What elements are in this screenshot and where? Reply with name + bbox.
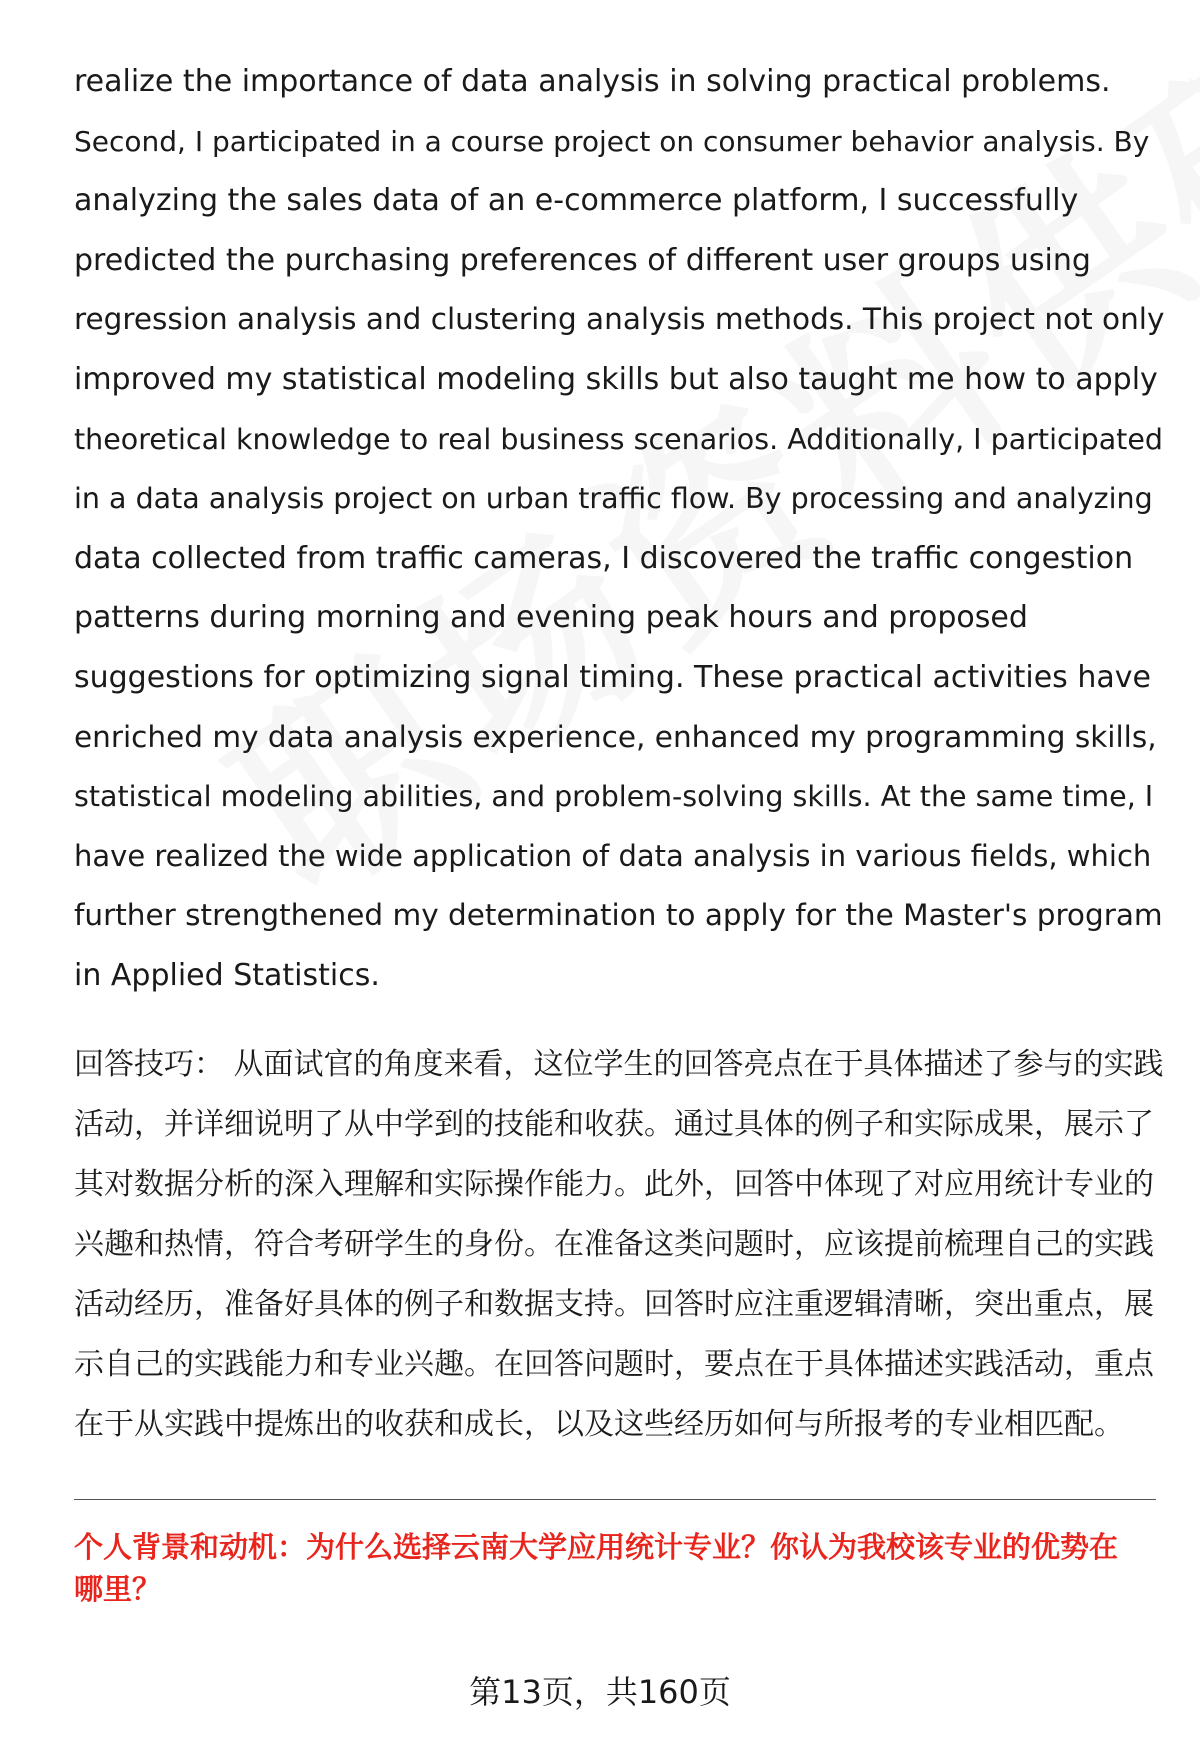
answer-line: realize the importance of data analysis in solving practical problems. <box>74 64 1111 99</box>
answer-tips-paragraph <box>74 1035 1164 1455</box>
tips-line: 示自己的实践能力和专业兴趣。在回答问题时，要点在于具体描述实践活动，重点 <box>74 1347 1154 1382</box>
answer-line: in a data analysis project on urban traffic flow. By processing and analyzing <box>74 482 1153 516</box>
tips-line: 其对数据分析的深入理解和实际操作能力。此外，回答中体现了对应用统计专业的 <box>74 1167 1154 1202</box>
tips-line: 活动，并详细说明了从中学到的技能和收获。通过具体的例子和实际成果，展示了 <box>74 1107 1154 1142</box>
answer-line: enriched my data analysis experience, enhanced my programming skills, <box>74 719 1157 754</box>
answer-line: statistical modeling abilities, and problem-solving skills. At the same time, I <box>74 780 1154 814</box>
answer-paragraph <box>74 52 1164 1006</box>
answer-line: in Applied Statistics. <box>74 957 380 993</box>
answer-line: Second, I participated in a course project on consumer behavior analysis. By <box>74 124 1150 158</box>
tips-line: 在于从实践中提炼出的收获和成长，以及这些经历如何与所报考的专业相匹配。 <box>74 1407 1124 1442</box>
answer-line: improved my statistical modeling skills but also taught me how to apply <box>74 361 1158 397</box>
answer-line: predicted the purchasing preferences of different user groups using <box>74 242 1091 278</box>
question-line: 个人背景和动机：为什么选择云南大学应用统计专业？你认为我校该专业的优势在 <box>74 1530 1119 1564</box>
answer-line: theoretical knowledge to real business scenarios. Additionally, I participated <box>74 422 1163 456</box>
section-divider <box>74 1499 1156 1500</box>
tips-line: 回答技巧： 从面试官的角度来看，这位学生的回答亮点在于具体描述了参与的实践 <box>74 1047 1164 1082</box>
answer-line: have realized the wide application of data analysis in various fields, which <box>74 838 1152 873</box>
tips-line: 兴趣和热情，符合考研学生的身份。在准备这类问题时，应该提前梳理自己的实践 <box>74 1227 1154 1262</box>
page-number: 第13页，共160页 <box>469 1673 731 1711</box>
question-line: 哪里？ <box>74 1572 162 1606</box>
answer-line: analyzing the sales data of an e-commerce platform, I successfully <box>74 183 1079 219</box>
answer-line: regression analysis and clustering analysis methods. This project not only <box>74 302 1165 337</box>
answer-line: further strengthened my determination to apply for the Master's program <box>74 898 1163 933</box>
answer-line: suggestions for optimizing signal timing. These practical activities have <box>74 659 1151 695</box>
tips-line: 活动经历，准备好具体的例子和数据支持。回答时应注重逻辑清晰，突出重点，展 <box>74 1287 1154 1322</box>
answer-line: patterns during morning and evening peak hours and proposed <box>74 600 1028 636</box>
answer-line: data collected from traffic cameras, I discovered the traffic congestion <box>74 540 1134 576</box>
question-heading <box>74 1526 1164 1610</box>
